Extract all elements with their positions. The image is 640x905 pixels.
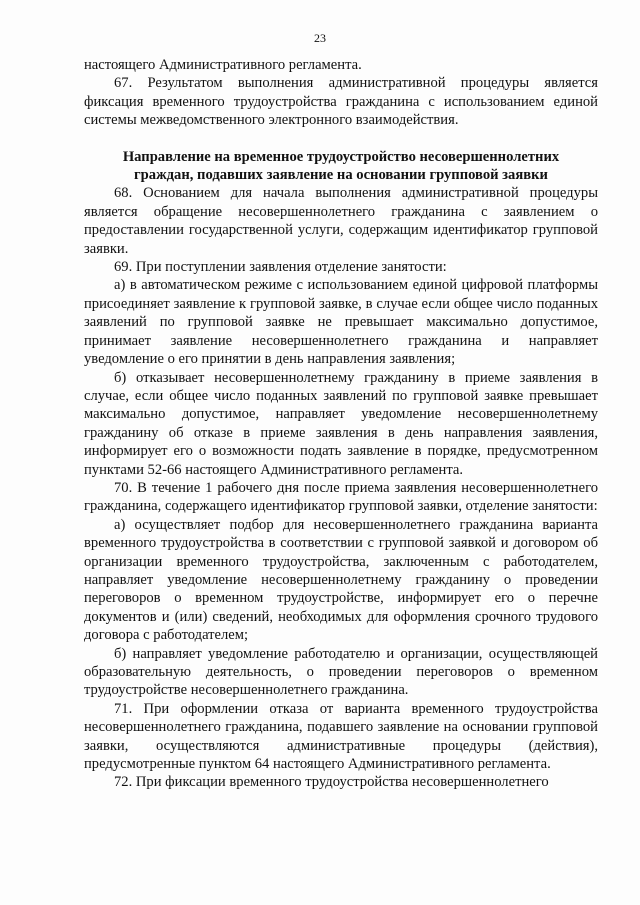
paragraph-continuation: настоящего Административного регламента.	[84, 57, 362, 73]
paragraph-68: 68. Основанием для начала выполнения административной процедуры является обращение несовершеннолетнего гражданина с заявлением о предоставлении государственной услуги, содержащим идентификатор групповой заявки.	[84, 185, 598, 257]
document-body	[84, 56, 598, 792]
paragraph-69: 69. При поступлении заявления отделение занятости:	[114, 259, 447, 276]
paragraph-70-a: а) осуществляет подбор для несовершеннолетнего гражданина варианта временного трудоустройства в соответствии с групповой заявкой и договором об организации временного трудоустройства, заключенным с работодателем, направляет уведомление несовершеннолетнему гражданину о проведении переговоров о временном трудоустройстве, информирует его о перечне документов и (или) сведений, необходимых для оформления срочного трудового договора с работодателем;	[84, 516, 598, 644]
paragraph-71: 71. При оформлении отказа от варианта временного трудоустройства несовершеннолетнего гражданина, подавшего заявление на основании групповой заявки, осуществляются административные процедуры (действия), предусмотренные пунктом 64 настоящего Административного регламента.	[84, 700, 598, 773]
paragraph-70-b: б) направляет уведомление работодателю и организации, осуществляющей образовательную деятельность, о проведении переговоров о временном трудоустройстве несовершеннолетнего гражданина.	[84, 645, 598, 699]
paragraph-72: 72. При фиксации временного трудоустройства несовершеннолетнего	[114, 774, 549, 791]
paragraph-69-a: а) в автоматическом режиме с использованием единой цифровой платформы присоединяет заявление к групповой заявке, в случае если общее число поданных заявлений по групповой заявке не превышает максимально допустимое, принимает заявление несовершеннолетнего гражданина и направляет уведомление о его принятии в день направления заявления;	[84, 277, 598, 368]
page-number: 23	[314, 31, 326, 45]
section-heading: Направление на временное трудоустройство несовершеннолетних граждан, подавших заявление на основании групповой заявки	[122, 148, 560, 184]
paragraph-70: 70. В течение 1 рабочего дня после приема заявления несовершеннолетнего гражданина, содержащего идентификатор групповой заявки, отделение занятости:	[84, 479, 598, 515]
paragraph-69-b: б) отказывает несовершеннолетнему гражданину в приеме заявления в случае, если общее число поданных заявлений по групповой заявке превышает максимально допустимое, направляет уведомление несовершеннолетнему гражданину об отказе в приеме заявления в день направления заявления, информирует его о возможности подать заявление в порядке, предусмотренном пунктами 52-66 настоящего Административного регламента.	[84, 369, 598, 478]
paragraph-67: 67. Результатом выполнения административной процедуры является фиксация временного трудоустройства гражданина с использованием единой системы межведомственного электронного взаимодействия.	[84, 75, 598, 129]
